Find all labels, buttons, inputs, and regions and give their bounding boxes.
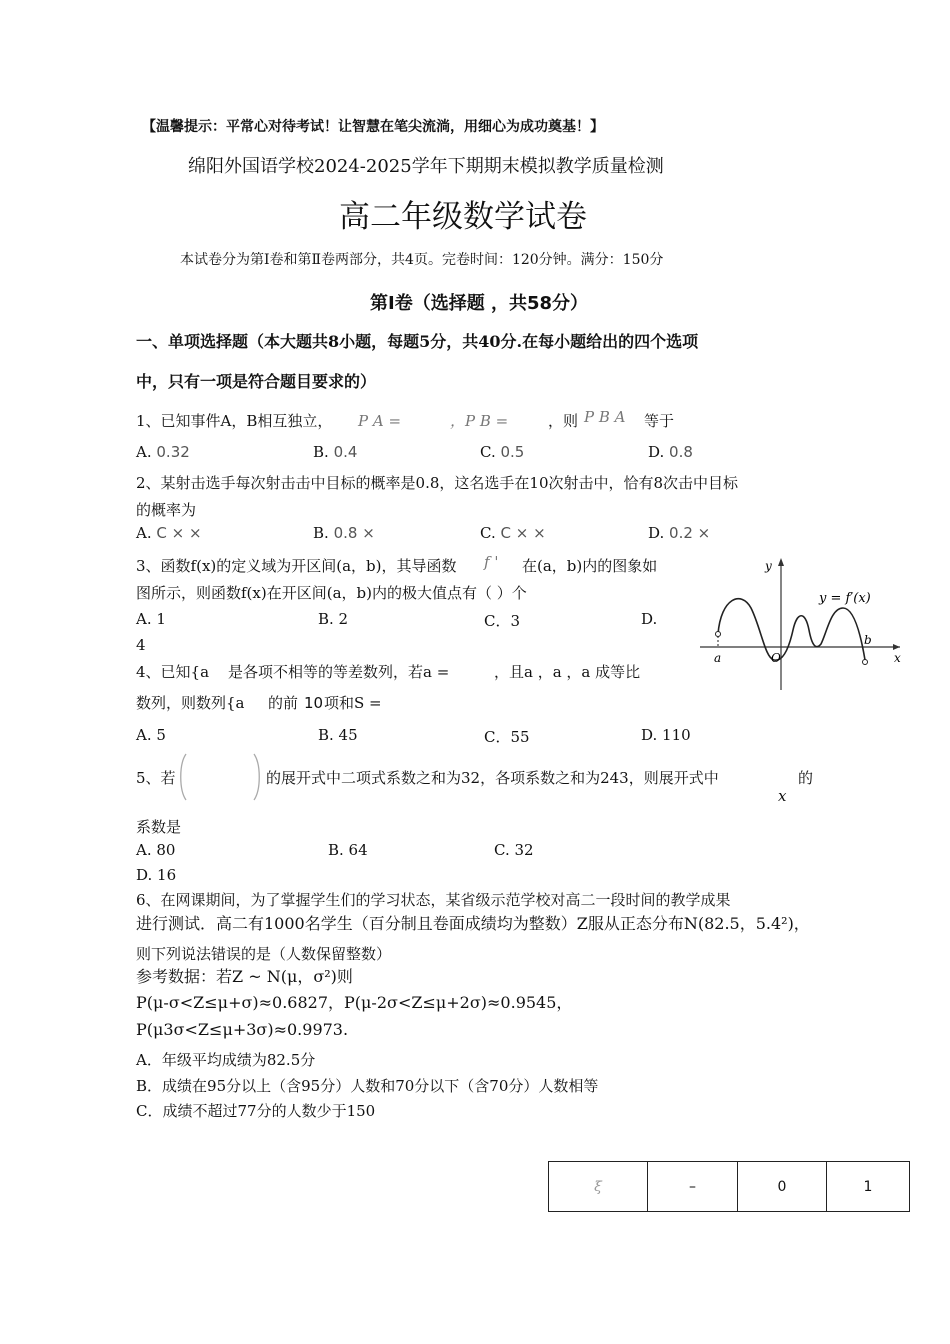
q4-line1c: ，且a ，a ，a 成等比 <box>494 663 641 681</box>
q6-option-b[interactable]: B．成绩在95分以上（含95分）人数和70分以下（含70分）人数相等 <box>136 1077 599 1095</box>
table-cell: 1 <box>827 1162 910 1212</box>
q6-line2: 进行测试．高二有1000名学生（百分制且卷面成绩均为整数）Z服从正态分布N(82.5，5.4²)， <box>136 914 810 933</box>
option-value: 0.2 × <box>669 524 711 542</box>
graph-label-x: x <box>894 651 901 665</box>
option-letter: A. <box>136 524 152 542</box>
option-value: C × × <box>156 524 202 542</box>
q3-option-c[interactable]: C．3 <box>484 612 521 630</box>
option-value: 0.4 <box>333 443 358 461</box>
option-value: 0.8 <box>669 443 693 461</box>
section1-line1: 一、单项选择题（本大题共8小题，每题5分，共40分.在每小题给出的四个选项 <box>136 332 699 351</box>
q4-line1b: 是各项不相等的等差数列，若a = <box>228 663 450 681</box>
left-paren <box>181 754 186 800</box>
distribution-table <box>548 1161 910 1212</box>
q1-stem-b: ，则 <box>548 412 579 430</box>
table-cell: – <box>648 1162 738 1212</box>
q3-line1a: 3、函数f(x)的定义域为开区间(a，b)，其导函数 <box>136 557 457 575</box>
option-letter: D. <box>648 524 665 542</box>
q1-expr2: ，P B = <box>450 412 509 430</box>
q4-line2b: 的前 <box>268 694 299 712</box>
q4-option-a[interactable]: A. 5 <box>136 726 166 744</box>
q4-line2d: 项和S = <box>324 694 382 712</box>
q5-line1b: 的展开式中二项式系数之和为32，各项系数之和为243，则展开式中 <box>266 769 719 787</box>
open-point-a <box>716 632 721 637</box>
q5-line1c: 的 <box>798 769 814 787</box>
q3-option-d-value: 4 <box>136 636 146 654</box>
q3-option-b[interactable]: B. 2 <box>318 610 349 628</box>
q1-option-c[interactable] <box>480 443 524 461</box>
option-value: 0.32 <box>156 443 190 461</box>
q2-line1: 2、某射击选手每次射击击中目标的概率是0.8，这名选手在10次射击中，恰有8次击中目标 <box>136 474 739 492</box>
q5-line1a: 5、若 <box>136 769 176 787</box>
q6-option-c[interactable]: C．成绩不超过77分的人数少于150 <box>136 1102 376 1120</box>
q5-option-c[interactable]: C. 32 <box>494 841 534 859</box>
section1-line2: 中，只有一项是符合题目要求的） <box>136 372 377 391</box>
q6-line6: P(μ3σ<Z≤μ+3σ)≈0.9973. <box>136 1020 349 1039</box>
option-letter: C. <box>480 443 496 461</box>
q5-x-var: x <box>778 787 787 805</box>
x-axis-arrow <box>893 644 900 650</box>
option-value: 0.5 <box>500 443 525 461</box>
f-prime-curve <box>718 599 865 660</box>
q6-line4: 参考数据：若Z ~ N(μ，σ²)则 <box>136 967 353 986</box>
q5-line2: 系数是 <box>136 818 182 836</box>
q5-option-d[interactable]: D. 16 <box>136 866 177 884</box>
school-line: 绵阳外国语学校2024-2025学年下期期末模拟教学质量检测 <box>188 156 664 177</box>
y-axis-arrow <box>778 558 784 566</box>
q3-line2: 图所示，则函数f(x)在开区间(a，b)内的极大值点有（ ）个 <box>136 584 527 602</box>
q2-option-c[interactable] <box>480 524 546 542</box>
q2-line2: 的概率为 <box>136 501 197 519</box>
option-letter: A. <box>136 443 152 461</box>
q1-expr1: P A = <box>358 412 402 430</box>
q4-line1a: 4、已知{a <box>136 663 210 681</box>
table-cell: 0 <box>738 1162 827 1212</box>
q1-option-d[interactable] <box>648 443 693 461</box>
q5-option-a[interactable]: A. 80 <box>136 841 176 859</box>
graph-label-origin: O <box>771 651 781 665</box>
q5-option-b[interactable]: B. 64 <box>328 841 368 859</box>
graph-label-a: a <box>714 651 722 665</box>
q1-option-b[interactable] <box>313 443 357 461</box>
q4-option-d[interactable]: D. 110 <box>641 726 691 744</box>
exam-note: 本试卷分为第Ⅰ卷和第Ⅱ卷两部分，共4页。完卷时间：120分钟。满分：150分 <box>180 252 664 268</box>
option-value: 0.8 × <box>333 524 375 542</box>
q2-option-a[interactable] <box>136 524 202 542</box>
q2-option-b[interactable] <box>313 524 375 542</box>
q1-option-a[interactable] <box>136 443 190 461</box>
q3-line1b: 在(a，b)内的图象如 <box>522 557 658 575</box>
q1-stem-a: 1、已知事件A，B相互独立， <box>136 412 333 430</box>
q5-parentheses <box>178 752 262 802</box>
option-letter: B. <box>313 524 329 542</box>
volume-title: 第Ⅰ卷（选择题 ，共58分） <box>370 293 589 314</box>
q4-line2a: 数列，则数列{a <box>136 694 245 712</box>
q4-option-b[interactable]: B. 45 <box>318 726 358 744</box>
graph-label-y: y <box>765 559 772 573</box>
open-point-b <box>863 660 868 665</box>
graph-label-b: b <box>864 633 872 647</box>
option-letter: B. <box>313 443 329 461</box>
table-cell-xi: ξ <box>549 1162 648 1212</box>
table-row <box>549 1162 910 1212</box>
q6-line3: 则下列说法错误的是（人数保留整数） <box>136 945 392 963</box>
tip-banner: 【温馨提示：平常心对待考试！让智慧在笔尖流淌，用细心为成功奠基！】 <box>142 119 604 135</box>
derivative-graph <box>695 550 910 695</box>
q4-option-c[interactable]: C．55 <box>484 728 530 746</box>
q3-option-d[interactable]: D. <box>641 610 658 628</box>
q6-option-a[interactable]: A．年级平均成绩为82.5分 <box>136 1051 316 1069</box>
option-letter: D. <box>648 443 665 461</box>
page-title: 高二年级数学试卷 <box>339 199 587 235</box>
q3-option-a[interactable]: A. 1 <box>136 610 166 628</box>
q1-stem-c: 等于 <box>644 412 675 430</box>
q3-fprime: f ' <box>484 553 499 571</box>
q2-option-d[interactable] <box>648 524 710 542</box>
q4-line2c: 10 <box>304 694 324 712</box>
right-paren <box>254 754 259 800</box>
q6-line1: 6、在网课期间，为了掌握学生们的学习状态，某省级示范学校对高二一段时间的教学成果 <box>136 891 731 909</box>
q6-line5: P(μ-σ<Z≤μ+σ)≈0.6827，P(μ-2σ<Z≤μ+2σ)≈0.9545， <box>136 993 573 1012</box>
graph-label-function: y = f′(x) <box>819 591 871 606</box>
q1-expr3: P B A <box>584 408 626 426</box>
option-letter: C. <box>480 524 496 542</box>
option-value: C × × <box>500 524 546 542</box>
